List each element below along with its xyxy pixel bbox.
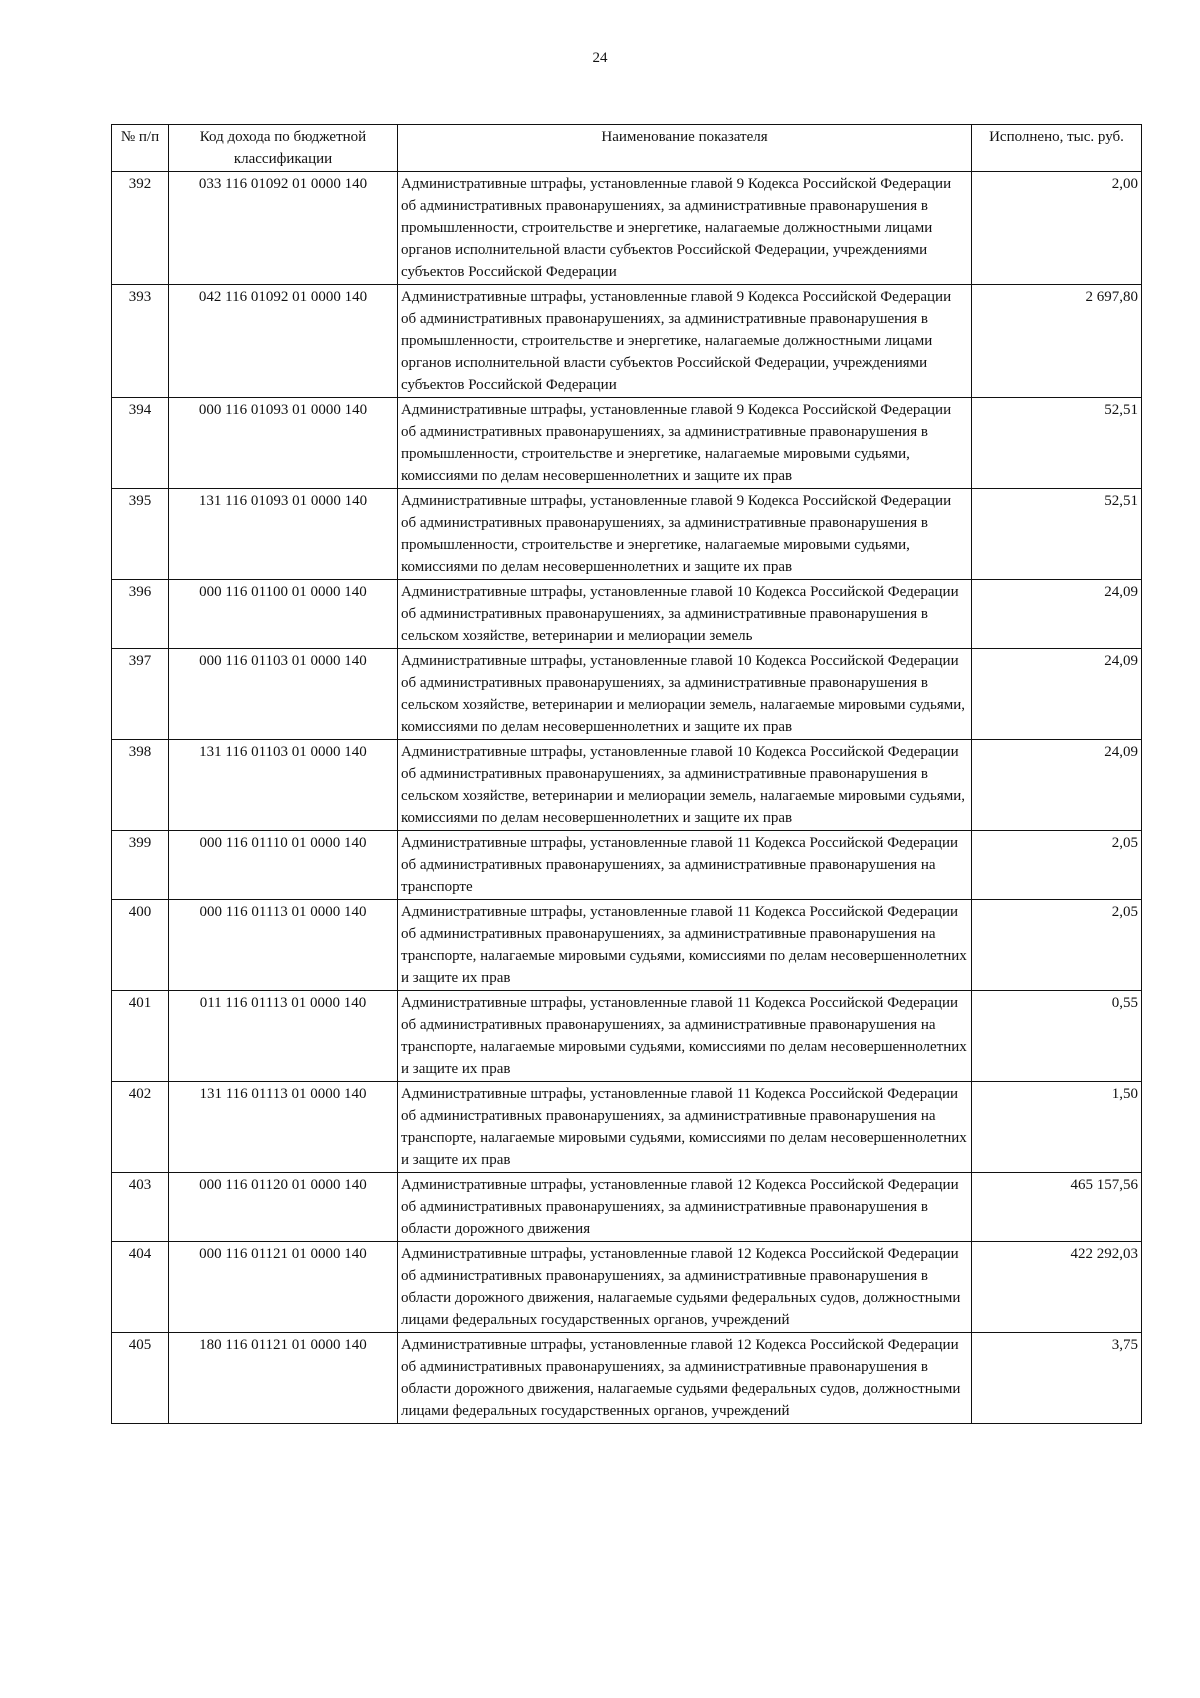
indicator-name-cell: Административные штрафы, установленные главой 11 Кодекса Российской Федерации об административных правонарушениях, за административные правонарушения на транспорте, налагаемые мировыми судьями, комиссиями по делам несовершеннолетних и защите их прав	[398, 1082, 972, 1173]
indicator-name-cell: Административные штрафы, установленные главой 11 Кодекса Российской Федерации об административных правонарушениях, за административные правонарушения на транспорте, налагаемые мировыми судьями, комиссиями по делам несовершеннолетних и защите их прав	[398, 900, 972, 991]
row-number-cell: 392	[112, 172, 169, 285]
row-number-cell: 401	[112, 991, 169, 1082]
table-row	[112, 740, 1142, 831]
income-code-cell: 131 116 01113 01 0000 140	[169, 1082, 398, 1173]
table-row	[112, 900, 1142, 991]
header-name: Наименование показателя	[398, 125, 972, 172]
table-row	[112, 991, 1142, 1082]
header-num: № п/п	[112, 125, 169, 172]
table-row	[112, 398, 1142, 489]
row-number-cell: 396	[112, 580, 169, 649]
row-number-cell: 403	[112, 1173, 169, 1242]
amount-cell: 2,05	[972, 900, 1142, 991]
indicator-name-cell: Административные штрафы, установленные главой 9 Кодекса Российской Федерации об административных правонарушениях, за административные правонарушения в промышленности, строительстве и энергетике, налагаемые должностными лицами органов исполнительной власти субъектов Российской Федерации, учреждениями субъектов Российской Федерации	[398, 172, 972, 285]
income-code-cell: 042 116 01092 01 0000 140	[169, 285, 398, 398]
amount-cell: 52,51	[972, 398, 1142, 489]
row-number-cell: 400	[112, 900, 169, 991]
row-number-cell: 395	[112, 489, 169, 580]
income-code-cell: 000 116 01100 01 0000 140	[169, 580, 398, 649]
table-row	[112, 1082, 1142, 1173]
header-code: Код дохода по бюджетной классификации	[169, 125, 398, 172]
revenue-table	[111, 124, 1142, 1424]
amount-cell: 24,09	[972, 649, 1142, 740]
amount-cell: 0,55	[972, 991, 1142, 1082]
amount-cell: 2 697,80	[972, 285, 1142, 398]
income-code-cell: 033 116 01092 01 0000 140	[169, 172, 398, 285]
row-number-cell: 402	[112, 1082, 169, 1173]
income-code-cell: 000 116 01093 01 0000 140	[169, 398, 398, 489]
indicator-name-cell: Административные штрафы, установленные главой 11 Кодекса Российской Федерации об административных правонарушениях, за административные правонарушения на транспорте, налагаемые мировыми судьями, комиссиями по делам несовершеннолетних и защите их прав	[398, 991, 972, 1082]
indicator-name-cell: Административные штрафы, установленные главой 10 Кодекса Российской Федерации об административных правонарушениях, за административные правонарушения в сельском хозяйстве, ветеринарии и мелиорации земель, налагаемые мировыми судьями, комиссиями по делам несовершеннолетних и защите их прав	[398, 740, 972, 831]
indicator-name-cell: Административные штрафы, установленные главой 11 Кодекса Российской Федерации об административных правонарушениях, за административные правонарушения на транспорте	[398, 831, 972, 900]
amount-cell: 52,51	[972, 489, 1142, 580]
row-number-cell: 398	[112, 740, 169, 831]
table-row	[112, 489, 1142, 580]
indicator-name-cell: Административные штрафы, установленные главой 9 Кодекса Российской Федерации об административных правонарушениях, за административные правонарушения в промышленности, строительстве и энергетике, налагаемые должностными лицами органов исполнительной власти субъектов Российской Федерации, учреждениями субъектов Российской Федерации	[398, 285, 972, 398]
amount-cell: 24,09	[972, 740, 1142, 831]
indicator-name-cell: Административные штрафы, установленные главой 12 Кодекса Российской Федерации об административных правонарушениях, за административные правонарушения в области дорожного движения, налагаемые судьями федеральных судов, должностными лицами федеральных государственных органов, учреждений	[398, 1242, 972, 1333]
indicator-name-cell: Административные штрафы, установленные главой 10 Кодекса Российской Федерации об административных правонарушениях, за административные правонарушения в сельском хозяйстве, ветеринарии и мелиорации земель, налагаемые мировыми судьями, комиссиями по делам несовершеннолетних и защите их прав	[398, 649, 972, 740]
table-row	[112, 1242, 1142, 1333]
header-amount: Исполнено, тыс. руб.	[972, 125, 1142, 172]
amount-cell: 2,00	[972, 172, 1142, 285]
table-header-row	[112, 125, 1142, 172]
indicator-name-cell: Административные штрафы, установленные главой 9 Кодекса Российской Федерации об административных правонарушениях, за административные правонарушения в промышленности, строительстве и энергетике, налагаемые мировыми судьями, комиссиями по делам несовершеннолетних и защите их прав	[398, 489, 972, 580]
income-code-cell: 000 116 01110 01 0000 140	[169, 831, 398, 900]
income-code-cell: 000 116 01113 01 0000 140	[169, 900, 398, 991]
amount-cell: 422 292,03	[972, 1242, 1142, 1333]
row-number-cell: 399	[112, 831, 169, 900]
income-code-cell: 180 116 01121 01 0000 140	[169, 1333, 398, 1424]
income-code-cell: 000 116 01103 01 0000 140	[169, 649, 398, 740]
table-body	[112, 172, 1142, 1424]
table-row	[112, 285, 1142, 398]
table-row	[112, 649, 1142, 740]
row-number-cell: 397	[112, 649, 169, 740]
table-row	[112, 580, 1142, 649]
income-code-cell: 131 116 01103 01 0000 140	[169, 740, 398, 831]
indicator-name-cell: Административные штрафы, установленные главой 10 Кодекса Российской Федерации об административных правонарушениях, за административные правонарушения в сельском хозяйстве, ветеринарии и мелиорации земель	[398, 580, 972, 649]
amount-cell: 3,75	[972, 1333, 1142, 1424]
income-code-cell: 011 116 01113 01 0000 140	[169, 991, 398, 1082]
row-number-cell: 405	[112, 1333, 169, 1424]
page-number: 24	[592, 50, 608, 66]
row-number-cell: 394	[112, 398, 169, 489]
row-number-cell: 393	[112, 285, 169, 398]
indicator-name-cell: Административные штрафы, установленные главой 12 Кодекса Российской Федерации об административных правонарушениях, за административные правонарушения в области дорожного движения, налагаемые судьями федеральных судов, должностными лицами федеральных государственных органов, учреждений	[398, 1333, 972, 1424]
table-row	[112, 831, 1142, 900]
indicator-name-cell: Административные штрафы, установленные главой 12 Кодекса Российской Федерации об административных правонарушениях, за административные правонарушения в области дорожного движения	[398, 1173, 972, 1242]
amount-cell: 465 157,56	[972, 1173, 1142, 1242]
amount-cell: 1,50	[972, 1082, 1142, 1173]
amount-cell: 24,09	[972, 580, 1142, 649]
table-row	[112, 1173, 1142, 1242]
amount-cell: 2,05	[972, 831, 1142, 900]
indicator-name-cell: Административные штрафы, установленные главой 9 Кодекса Российской Федерации об административных правонарушениях, за административные правонарушения в промышленности, строительстве и энергетике, налагаемые мировыми судьями, комиссиями по делам несовершеннолетних и защите их прав	[398, 398, 972, 489]
table-row	[112, 172, 1142, 285]
row-number-cell: 404	[112, 1242, 169, 1333]
income-code-cell: 000 116 01120 01 0000 140	[169, 1173, 398, 1242]
income-code-cell: 131 116 01093 01 0000 140	[169, 489, 398, 580]
income-code-cell: 000 116 01121 01 0000 140	[169, 1242, 398, 1333]
table-row	[112, 1333, 1142, 1424]
